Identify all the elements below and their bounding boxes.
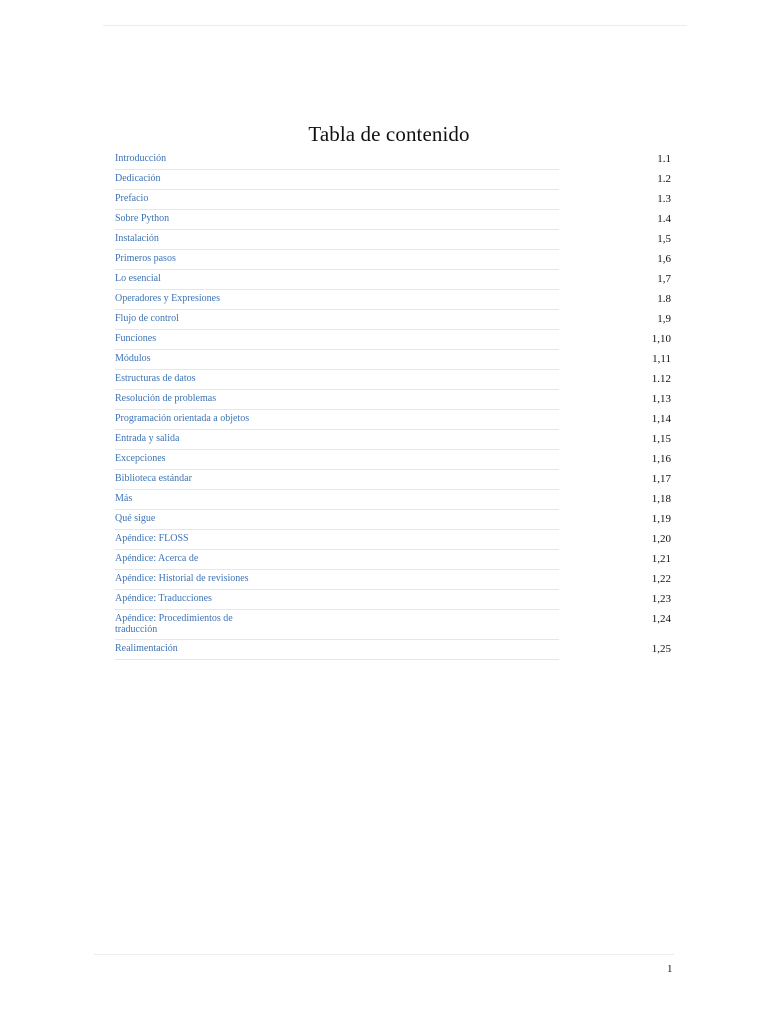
- toc-link[interactable]: Funciones: [115, 333, 157, 344]
- toc-section-number: 1,6: [657, 253, 671, 265]
- toc-section-number: 1,16: [651, 453, 671, 465]
- toc-link[interactable]: Excepciones: [115, 453, 166, 464]
- toc-link[interactable]: Apéndice: FLOSS: [115, 533, 189, 544]
- toc-link[interactable]: Sobre Python: [115, 213, 170, 224]
- toc-section-number: 1.8: [657, 293, 671, 305]
- toc-section-number: 1.12: [651, 373, 671, 385]
- toc-row: [115, 430, 673, 450]
- toc-section-number: 1.3: [657, 193, 671, 205]
- toc-section-number: 1,19: [651, 513, 671, 525]
- toc-link[interactable]: Instalación: [115, 233, 159, 244]
- toc-link[interactable]: Biblioteca estándar: [115, 473, 192, 484]
- toc-row: [115, 270, 673, 290]
- toc-section-number: 1,18: [651, 493, 671, 505]
- toc-section-number: 1,17: [651, 473, 671, 485]
- toc-section-number: 1,23: [651, 593, 671, 605]
- toc-row: [115, 350, 673, 370]
- toc-link[interactable]: Más: [115, 493, 133, 504]
- toc-section-number: 1,7: [657, 273, 671, 285]
- table-of-contents: [115, 150, 673, 660]
- toc-link[interactable]: Operadores y Expresiones: [115, 293, 220, 304]
- toc-row: [115, 450, 673, 470]
- toc-section-number: 1,25: [651, 643, 671, 655]
- toc-link[interactable]: Estructuras de datos: [115, 373, 196, 384]
- toc-section-number: 1,22: [651, 573, 671, 585]
- toc-link[interactable]: Módulos: [115, 353, 151, 364]
- toc-row: [115, 250, 673, 270]
- toc-link[interactable]: Entrada y salida: [115, 433, 180, 444]
- toc-link[interactable]: Apéndice: Procedimientos de traducción: [115, 613, 233, 635]
- toc-link[interactable]: Prefacio: [115, 193, 149, 204]
- toc-section-number: 1,10: [651, 333, 671, 345]
- toc-link[interactable]: Lo esencial: [115, 273, 161, 284]
- toc-row: [115, 330, 673, 350]
- toc-row: [115, 570, 673, 590]
- toc-section-number: 1,14: [651, 413, 671, 425]
- toc-link[interactable]: Apéndice: Traducciones: [115, 593, 212, 604]
- toc-row: [115, 610, 673, 640]
- toc-row: [115, 590, 673, 610]
- toc-link[interactable]: Apéndice: Historial de revisiones: [115, 573, 249, 584]
- toc-section-number: 1,11: [652, 353, 671, 365]
- toc-row: [115, 210, 673, 230]
- page-number: 1: [667, 963, 673, 975]
- toc-row: [115, 640, 673, 660]
- toc-row: [115, 550, 673, 570]
- toc-section-number: 1.1: [657, 153, 671, 165]
- toc-section-number: 1,20: [651, 533, 671, 545]
- toc-link[interactable]: Primeros pasos: [115, 253, 176, 264]
- toc-section-number: 1,5: [657, 233, 671, 245]
- toc-section-number: 1.4: [657, 213, 671, 225]
- toc-section-number: 1,15: [651, 433, 671, 445]
- toc-section-number: 1,13: [651, 393, 671, 405]
- top-divider: [103, 25, 687, 26]
- toc-row: [115, 410, 673, 430]
- toc-section-number: 1.2: [657, 173, 671, 185]
- toc-row: [115, 150, 673, 170]
- toc-link[interactable]: Introducción: [115, 153, 167, 164]
- toc-row: [115, 510, 673, 530]
- toc-row: [115, 290, 673, 310]
- toc-row: [115, 310, 673, 330]
- toc-row: [115, 470, 673, 490]
- toc-row: [115, 390, 673, 410]
- toc-link[interactable]: Realimentación: [115, 643, 178, 654]
- toc-row: [115, 370, 673, 390]
- toc-section-number: 1,21: [651, 553, 671, 565]
- toc-link[interactable]: Apéndice: Acerca de: [115, 553, 199, 564]
- toc-link[interactable]: Flujo de control: [115, 313, 179, 324]
- footer-divider: [94, 954, 674, 955]
- page-title: Tabla de contenido: [308, 122, 470, 147]
- toc-link[interactable]: Resolución de problemas: [115, 393, 217, 404]
- toc-row: [115, 170, 673, 190]
- toc-row: [115, 190, 673, 210]
- toc-row: [115, 490, 673, 510]
- toc-link[interactable]: Qué sigue: [115, 513, 156, 524]
- toc-row: [115, 230, 673, 250]
- toc-link[interactable]: Dedicación: [115, 173, 161, 184]
- toc-link[interactable]: Programación orientada a objetos: [115, 413, 250, 424]
- toc-row: [115, 530, 673, 550]
- toc-section-number: 1,9: [657, 313, 671, 325]
- toc-section-number: 1,24: [651, 613, 671, 625]
